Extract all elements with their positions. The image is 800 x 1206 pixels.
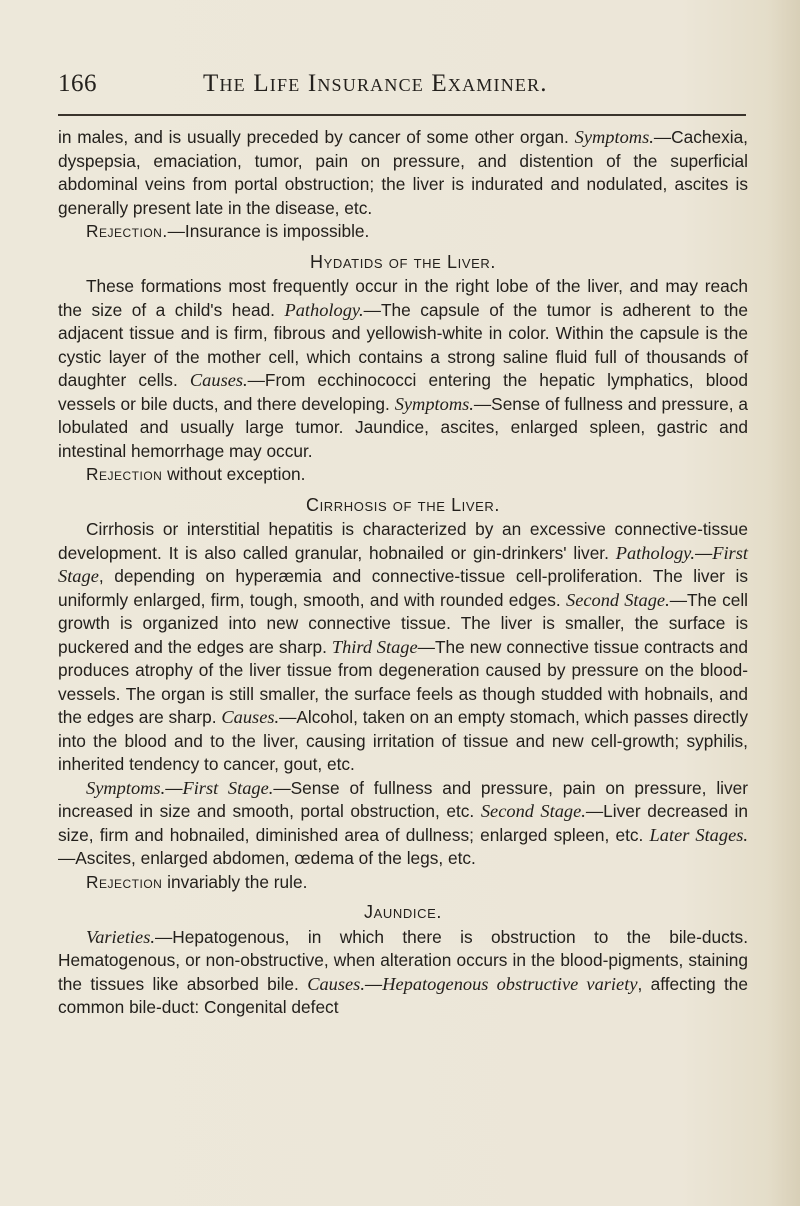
- section-heading-cirrhosis: Cirrhosis of the Liver.: [305, 494, 501, 515]
- paragraph-hydatids: These formations most frequently occur in the right lobe of the liver, and may reach the size of a child's head. Pathology.—The capsule of the tumor is adherent to the adjacent tissue and is firm, fibrous and yellowish-white in color. Within the capsule is the cystic layer of the mother cell, which contains a strong saline fluid full of thousands of daughter cells. Causes.—From ecchinococci entering the hepatic lymphatics, blood vessels or bile ducts, and there developing. Symptoms.—Sense of fullness and pressure, a lobulated and usually large tumor. Jaundice, ascites, enlarged spleen, gastric and intestinal hemorrhage may occur.: [58, 276, 749, 461]
- section-heading-jaundice: Jaundice.: [364, 902, 442, 922]
- header-rule: [58, 114, 746, 116]
- section-heading-hydatids: Hydatids of the Liver.: [310, 251, 496, 272]
- paragraph-cirrhosis-symptoms: Symptoms.—First Stage.—Sense of fullness and pressure, pain on pressure, liver increased in size and smooth, portal obstruction, etc. Second Stage.—Liver decreased in size, firm and hobnailed, diminished area of dullness; enlarged spleen, etc. Later Stages.—Ascites, enlarged abdomen, œdema of the legs, etc.: [58, 777, 749, 868]
- paragraph-rejection-2: Rejection without exception.: [86, 464, 306, 484]
- paragraph-cancer-continued: in males, and is usually preceded by cancer of some other organ. Symptoms.—Cachexia, dyspepsia, emaciation, tumor, pain on pressure, and distention of the superficial abdominal veins from portal obstruction; the liver is indurated and nodulated, ascites is generally present late in the disease, etc.: [58, 127, 748, 218]
- page-number: 166: [58, 70, 97, 97]
- body-text: [58, 126, 748, 1020]
- running-title: The Life Insurance Examiner.: [203, 70, 548, 97]
- running-header: [58, 70, 748, 104]
- paragraph-rejection-3: Rejection invariably the rule.: [86, 871, 308, 892]
- paragraph-rejection-1: Rejection.—Insurance is impossible.: [86, 221, 370, 241]
- paragraph-cirrhosis: Cirrhosis or interstitial hepatitis is characterized by an excessive connective-tissue development. It is also called granular, hobnailed or gin-drinkers' liver. Pathology.—First Stage, depending on hyperæmia and connective-tissue cell-proliferation. The liver is uniformly enlarged, firm, tough, smooth, and with rounded edges. Second Stage.—The cell growth is organized into new connective tissue. The liver is smaller, the surface is puckered and the edges are sharp. Third Stage—The new connective tissue contracts and produces atrophy of the liver tissue from degeneration caused by pressure on the blood-vessels. The organ is still smaller, the surface feels as though studded with hobnails, and the edges are sharp. Causes.—Alcohol, taken on an empty stomach, which passes directly into the blood and to the liver, causing irritation of tissue and new cell-growth; syphilis, inherited tendency to cancer, gout, etc.: [58, 519, 748, 774]
- paragraph-jaundice: Varieties.—Hepatogenous, in which there is obstruction to the bile-ducts. Hematogenous, or non-obstructive, when alteration occurs in the blood-pigments, staining the tissues like absorbed bile. Causes.—Hepatogenous obstructive variety, affecting the common bile-duct: Congenital defect: [58, 926, 748, 1017]
